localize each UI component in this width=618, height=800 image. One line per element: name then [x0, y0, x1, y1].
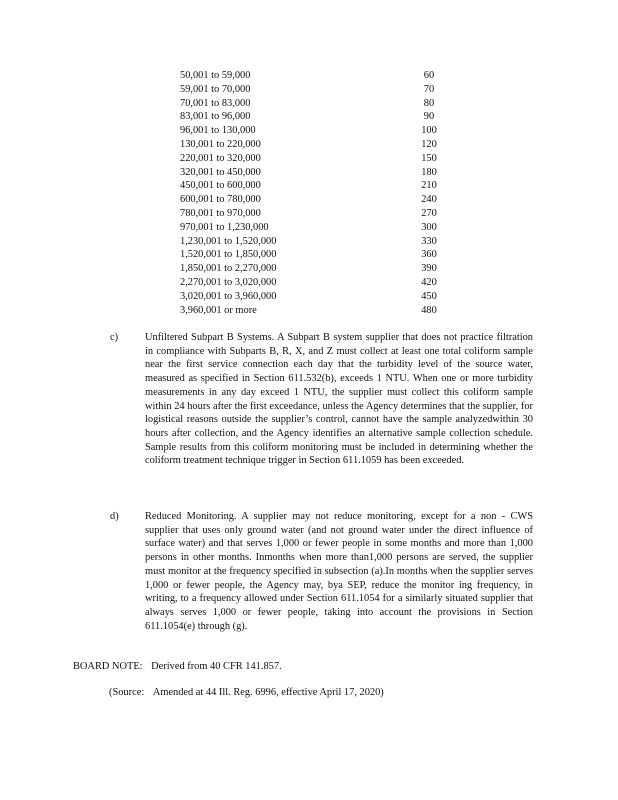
population-range: 2,270,001 to 3,020,000 [180, 276, 277, 288]
minimum-samples: 80 [423, 97, 435, 109]
population-range: 50,001 to 59,000 [180, 70, 251, 81]
population-range: 1,230,001 to 1,520,000 [180, 235, 277, 247]
board-note [73, 660, 282, 674]
paragraph-text: Reduced Monitoring. A supplier may not reduce monitoring, except for a non - CWS supplier that uses only ground water (and not ground water under the direct influence of surface water) and that serves 1,000 or fewer people in some months and more than 1,000 persons in other months. Inmonths when more than1,000 persons are served, the supplier must monitor at the frequency specified in subsection (a).In months when the supplier serves 1,000 or fewer people, the Agency may, bya SEP, reduce the monitor ing frequency, in writing, to a frequency allowed under Section 611.1054 for a similarly situated supplier that always serves 1,000 or fewer people, taking into account the provisions in Section 611.1054(e) through (g). [145, 511, 533, 632]
population-range: 83,001 to 96,000 [180, 111, 251, 123]
population-sample-table [180, 69, 440, 317]
population-range: 1,520,001 to 1,850,000 [180, 249, 277, 261]
population-range: 600,001 to 780,000 [180, 194, 261, 206]
table-row [180, 248, 440, 262]
table-row [180, 304, 440, 318]
minimum-samples: 240 [421, 194, 437, 206]
table-row [180, 179, 440, 193]
minimum-samples: 90 [423, 111, 435, 123]
population-range: 3,960,001 or more [180, 304, 257, 316]
paragraph-label: c) [110, 332, 119, 343]
table-row [180, 124, 440, 138]
minimum-samples: 70 [423, 83, 435, 95]
population-range: 220,001 to 320,000 [180, 152, 261, 164]
source-note [109, 686, 384, 700]
paragraph-text: Unfiltered Subpart B Systems. A Subpart B system supplier that does not practice filtration in compliance with Subparts B, R, X, and Z must collect at least one total coliform sample near the first service connection each day that the turbidity level of the source water, measured as specified in Section 611.532(b), exceeds 1 NTU. When one or more turbidity measurements in any day exceed 1 NTU, the supplier must collect this coliform sample within 24 hours after the first exceedance, unless the Agency determines that the supplier, for logistical reasons outside the supplier’s control, cannot have the sample analyzedwithin 30 hours after collection, and the Agency identifies an alternative sample collection schedule. Sample results from this coliform monitoring must be included in determining whether the coliform treatment technique trigger in Section 611.1059 has been exceeded. [145, 332, 533, 467]
table-row [180, 262, 440, 276]
table-row [180, 166, 440, 180]
board-note-text: Derived from 40 CFR 141.857. [151, 661, 282, 672]
minimum-samples: 480 [421, 304, 437, 316]
table-row [180, 221, 440, 235]
minimum-samples: 330 [421, 235, 437, 247]
paragraph-unfiltered-subpart-b [110, 331, 533, 468]
table-row [180, 193, 440, 207]
minimum-samples: 60 [423, 70, 435, 81]
population-range: 320,001 to 450,000 [180, 166, 261, 178]
population-range: 970,001 to 1,230,000 [180, 221, 269, 233]
population-range: 1,850,001 to 2,270,000 [180, 263, 277, 275]
population-range: 59,001 to 70,000 [180, 83, 251, 95]
source-note-label: (Source: [109, 687, 145, 698]
table-row [180, 207, 440, 221]
minimum-samples: 150 [421, 152, 437, 164]
minimum-samples: 450 [421, 290, 437, 302]
minimum-samples: 120 [421, 138, 437, 150]
board-note-label: BOARD NOTE: [73, 661, 143, 672]
table-row [180, 290, 440, 304]
table-row [180, 83, 440, 97]
paragraph-label: d) [110, 511, 119, 522]
minimum-samples: 300 [421, 221, 437, 233]
minimum-samples: 390 [421, 263, 437, 275]
population-range: 450,001 to 600,000 [180, 180, 261, 192]
population-range: 130,001 to 220,000 [180, 138, 261, 150]
table-row [180, 276, 440, 290]
table-row [180, 138, 440, 152]
table-row [180, 110, 440, 124]
minimum-samples: 360 [421, 249, 437, 261]
minimum-samples: 100 [421, 125, 437, 137]
minimum-samples: 270 [421, 207, 437, 219]
table-row [180, 69, 440, 83]
table-row [180, 97, 440, 111]
population-range: 70,001 to 83,000 [180, 97, 251, 109]
population-range: 3,020,001 to 3,960,000 [180, 290, 277, 302]
population-range: 780,001 to 970,000 [180, 207, 261, 219]
minimum-samples: 210 [421, 180, 437, 192]
minimum-samples: 180 [421, 166, 437, 178]
table-row [180, 235, 440, 249]
table-row [180, 152, 440, 166]
paragraph-reduced-monitoring [110, 510, 533, 633]
minimum-samples: 420 [421, 276, 437, 288]
population-range: 96,001 to 130,000 [180, 125, 256, 137]
source-note-text: Amended at 44 Ill. Reg. 6996, effective April 17, 2020) [152, 687, 384, 698]
